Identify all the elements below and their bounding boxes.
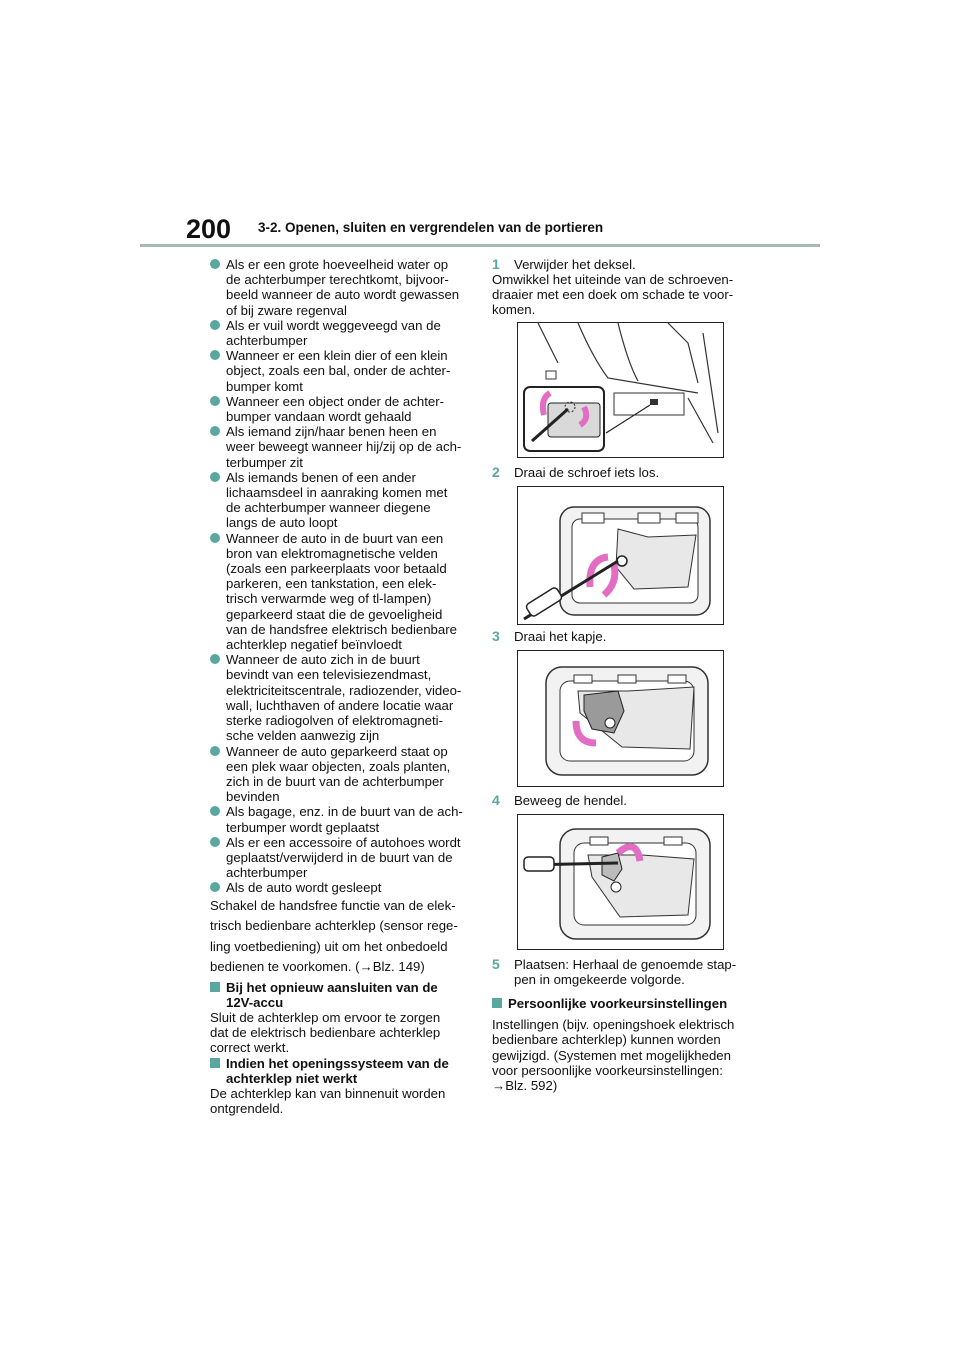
step-text: Verwijder het deksel. <box>514 257 636 272</box>
bullet-text-line: beeld wanneer de auto wordt gewassen <box>226 287 460 303</box>
text-line: Instellingen (bijv. openingshoek elektrisch <box>492 1017 735 1033</box>
step-text-line: Plaatsen: Herhaal de genoemde stap- <box>514 957 737 972</box>
section-title-line: Bij het opnieuw aansluiten van de <box>226 979 438 995</box>
page-number: 200 <box>186 214 232 244</box>
section-title-line: Persoonlijke voorkeursinstellingen <box>508 996 728 1011</box>
bullet-text-line: Als er een grote hoeveelheid water op <box>226 257 449 272</box>
step-2 <box>492 465 776 480</box>
bullet-text-line: Wanneer de auto geparkeerd staat op <box>226 743 448 759</box>
bullet-text-line: een plek waar objecten, zoals planten, <box>226 758 451 774</box>
text-line: bedienbare achterklep) kunnen worden <box>492 1032 721 1048</box>
bullet-item <box>210 424 472 470</box>
text-line: trisch bedienbare achterklep (sensor rege- <box>210 918 458 934</box>
section-preferences <box>492 994 762 1093</box>
bullet-text-line: van de handsfree elektrisch bedienbare <box>226 621 457 637</box>
bullet-text-line: Als er een accessoire of autohoes wordt <box>226 834 461 850</box>
bullet-item <box>210 835 472 881</box>
section-opening-title <box>210 1056 472 1086</box>
bullet-text-line: Als bagage, enz. in de buurt van de ach- <box>226 804 463 820</box>
step-number: 1 <box>492 256 500 272</box>
section-marker <box>210 1058 220 1068</box>
step-number: 4 <box>492 792 500 808</box>
bullet-text-line: parkeren, een tankstation, een elek- <box>226 576 437 592</box>
bullet-text-line: zich in de buurt van de achterbumper <box>226 773 444 789</box>
bullet-text-line: achterklep negatief beïnvloedt <box>226 637 402 653</box>
bullet-dot <box>210 320 220 330</box>
step-5 <box>492 957 776 987</box>
bullet-text-line: sterke radiogolven of elektromagneti- <box>226 713 443 729</box>
bullet-text-line: geplaatst/verwijderd in de buurt van de <box>226 849 453 865</box>
bullet-dot <box>210 533 220 543</box>
step-text-line: pen in omgekeerde volgorde. <box>514 972 685 988</box>
bullet-dot <box>210 426 220 436</box>
bullet-text-line: de achterbumper wanneer diegene <box>226 500 431 516</box>
bullet-dot <box>210 882 220 892</box>
bullet-item <box>210 394 472 424</box>
bullet-text-line: sche velden aanwezig zijn <box>226 728 380 744</box>
text-line: komen. <box>492 302 536 318</box>
bullet-item <box>210 318 472 348</box>
bullet-text-line: elektriciteitscentrale, radiozender, video- <box>226 682 462 698</box>
bullet-text-line: (zoals een parkeerplaats voor betaald <box>226 561 447 577</box>
bullet-text-line: langs de auto loopt <box>226 515 338 531</box>
text-line: →Blz. 592) <box>492 1078 558 1094</box>
header-rule <box>140 244 820 247</box>
bullet-text-line: Wanneer de auto zich in de buurt <box>226 652 420 668</box>
section-title-line: 12V-accu <box>226 994 284 1010</box>
step-text: Draai de schroef iets los. <box>514 465 660 480</box>
bullet-text-line: bevinden <box>226 789 280 805</box>
bullet-item <box>210 470 472 531</box>
step-1-note <box>492 272 762 318</box>
bullet-text-line: Wanneer de auto in de buurt van een <box>226 530 444 546</box>
text-line: draaier met een doek om schade te voor- <box>492 287 734 303</box>
text-line: voor persoonlijke voorkeursinstellingen: <box>492 1062 723 1078</box>
bullet-text-line: bumper komt <box>226 378 303 394</box>
section-title: 3-2. Openen, sluiten en vergrendelen van de portieren <box>258 220 604 235</box>
text-line: De achterklep kan van binnenuit worden <box>210 1085 446 1101</box>
section-12v-text <box>210 1010 472 1056</box>
bullet-text-line: de achterbumper terechtkomt, bijvoor- <box>226 272 449 288</box>
bullet-text-line: Wanneer er een klein dier of een klein <box>226 348 448 364</box>
section-12v-title <box>210 980 472 1010</box>
step-number: 2 <box>492 464 500 480</box>
bullet-item <box>210 804 472 834</box>
bullet-text-line: wall, luchthaven of andere locatie waar <box>226 697 454 713</box>
step-number: 5 <box>492 956 500 972</box>
bullet-text-line: Als er vuil wordt weggeveegd van de <box>226 317 441 333</box>
step-text: Beweeg de hendel. <box>514 793 627 808</box>
bullet-dot <box>210 746 220 756</box>
bullet-text-line: bron van elektromagnetische velden <box>226 545 438 561</box>
bullet-item <box>210 531 472 653</box>
bullet-text-line: geparkeerd staat die de gevoeligheid <box>226 606 443 622</box>
figure-turn-cap <box>517 650 724 787</box>
text-line: Sluit de achterklep om ervoor te zorgen <box>210 1009 441 1025</box>
bullet-dot <box>210 350 220 360</box>
step-4 <box>492 793 776 808</box>
bullet-text-line: of bij zware regenval <box>226 302 347 318</box>
step-1 <box>492 257 776 272</box>
bullet-item <box>210 257 472 318</box>
step-3 <box>492 629 776 644</box>
text-line: Omwikkel het uiteinde van de schroeven- <box>492 272 734 287</box>
bullet-text-line: achterbumper <box>226 333 308 349</box>
bullet-item <box>210 744 472 805</box>
bullet-text-line: trisch verwarmde weg of tl-lampen) <box>226 591 432 607</box>
bullet-text-line: achterbumper <box>226 865 308 881</box>
bullet-text-line: bevindt van een televisiezendmast, <box>226 667 432 683</box>
text-line: bedienen te voorkomen. (→Blz. 149) <box>210 959 425 975</box>
step-text: Draai het kapje. <box>514 629 607 644</box>
bullet-text-line: Wanneer een object onder de achter- <box>226 393 444 409</box>
bullet-text-line: terbumper wordt geplaatst <box>226 819 380 835</box>
bullet-text-line: Als de auto wordt gesleept <box>226 880 382 896</box>
section-title-line: achterklep niet werkt <box>226 1070 358 1086</box>
bullet-text-line: object, zoals een bal, onder de achter- <box>226 363 451 379</box>
text-line: ontgrendeld. <box>210 1101 284 1117</box>
figure-remove-cover <box>517 322 724 458</box>
figure-move-lever <box>517 814 724 950</box>
figure-loosen-screw <box>517 486 724 625</box>
bullet-text-line: Als iemand zijn/haar benen heen en <box>226 424 437 440</box>
bullet-dot <box>210 472 220 482</box>
bullet-dot <box>210 654 220 664</box>
section-marker <box>492 998 502 1008</box>
bullet-text-line: weer beweegt wanneer hij/zij op de ach- <box>226 439 462 455</box>
bullet-item <box>210 652 472 743</box>
step-number: 3 <box>492 628 500 644</box>
bullet-dot <box>210 396 220 406</box>
bullet-item <box>210 348 472 394</box>
section-marker <box>210 982 220 992</box>
bullet-text-line: lichaamsdeel in aanraking komen met <box>226 485 448 501</box>
text-line: Schakel de handsfree functie van de elek- <box>210 897 456 913</box>
bullet-text-line: Als iemands benen of een ander <box>226 469 416 485</box>
section-opening-text <box>210 1086 472 1116</box>
text-line: correct werkt. <box>210 1040 290 1056</box>
bullet-dot <box>210 259 220 269</box>
section-title-line: Indien het openingssysteem van de <box>226 1055 449 1071</box>
bullet-dot <box>210 806 220 816</box>
text-line: gewijzigd. (Systemen met mogelijkheden <box>492 1047 731 1063</box>
bullet-item <box>210 880 472 895</box>
text-line: ling voetbediening) uit om het onbedoeld <box>210 938 448 954</box>
bullet-dot <box>210 837 220 847</box>
left-column <box>210 257 472 1116</box>
text-line: dat de elektrisch bedienbare achterklep <box>210 1025 441 1041</box>
bullet-text-line: bumper vandaan wordt gehaald <box>226 409 412 425</box>
bullet-text-line: terbumper zit <box>226 454 303 470</box>
section-preferences-title <box>492 996 762 1011</box>
